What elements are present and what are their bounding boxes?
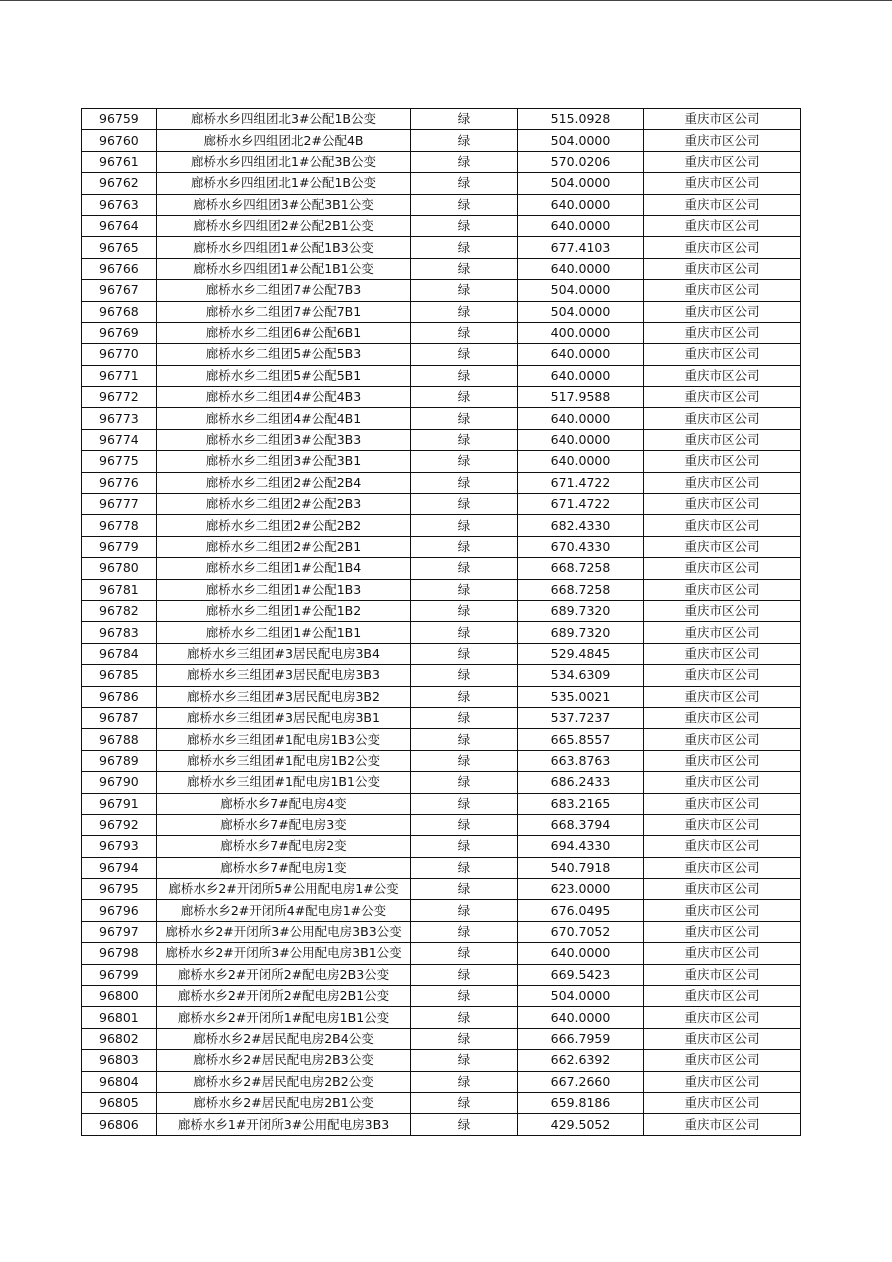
value-cell: 640.0000 bbox=[518, 194, 644, 215]
name-cell: 廊桥水乡二组团6#公配6B1 bbox=[157, 322, 411, 343]
id-cell: 96790 bbox=[82, 772, 157, 793]
company-cell: 重庆市区公司 bbox=[644, 772, 801, 793]
id-cell: 96775 bbox=[82, 451, 157, 472]
name-cell: 廊桥水乡四组团1#公配1B3公变 bbox=[157, 237, 411, 258]
id-cell: 96785 bbox=[82, 665, 157, 686]
table-row bbox=[82, 194, 801, 215]
name-cell: 廊桥水乡二组团3#公配3B1 bbox=[157, 451, 411, 472]
table-row bbox=[82, 258, 801, 279]
id-cell: 96806 bbox=[82, 1114, 157, 1135]
id-cell: 96805 bbox=[82, 1092, 157, 1113]
table-row bbox=[82, 686, 801, 707]
id-cell: 96764 bbox=[82, 215, 157, 236]
id-cell: 96774 bbox=[82, 429, 157, 450]
name-cell: 廊桥水乡7#配电房3变 bbox=[157, 814, 411, 835]
company-cell: 重庆市区公司 bbox=[644, 921, 801, 942]
name-cell: 廊桥水乡四组团2#公配2B1公变 bbox=[157, 215, 411, 236]
color-cell: 绿 bbox=[411, 579, 518, 600]
name-cell: 廊桥水乡四组团北1#公配3B公变 bbox=[157, 151, 411, 172]
table-row bbox=[82, 964, 801, 985]
table-row bbox=[82, 558, 801, 579]
company-cell: 重庆市区公司 bbox=[644, 643, 801, 664]
company-cell: 重庆市区公司 bbox=[644, 365, 801, 386]
value-cell: 640.0000 bbox=[518, 451, 644, 472]
table-row bbox=[82, 793, 801, 814]
company-cell: 重庆市区公司 bbox=[644, 600, 801, 621]
id-cell: 96786 bbox=[82, 686, 157, 707]
name-cell: 廊桥水乡2#开闭所5#公用配电房1#公变 bbox=[157, 879, 411, 900]
company-cell: 重庆市区公司 bbox=[644, 707, 801, 728]
id-cell: 96765 bbox=[82, 237, 157, 258]
name-cell: 廊桥水乡二组团7#公配7B3 bbox=[157, 280, 411, 301]
company-cell: 重庆市区公司 bbox=[644, 1114, 801, 1135]
table-row bbox=[82, 1071, 801, 1092]
color-cell: 绿 bbox=[411, 173, 518, 194]
id-cell: 96759 bbox=[82, 109, 157, 130]
table-row bbox=[82, 600, 801, 621]
color-cell: 绿 bbox=[411, 130, 518, 151]
name-cell: 廊桥水乡四组团北3#公配1B公变 bbox=[157, 109, 411, 130]
company-cell: 重庆市区公司 bbox=[644, 451, 801, 472]
value-cell: 640.0000 bbox=[518, 215, 644, 236]
name-cell: 廊桥水乡二组团2#公配2B1 bbox=[157, 536, 411, 557]
table-row bbox=[82, 921, 801, 942]
company-cell: 重庆市区公司 bbox=[644, 215, 801, 236]
value-cell: 429.5052 bbox=[518, 1114, 644, 1135]
company-cell: 重庆市区公司 bbox=[644, 900, 801, 921]
company-cell: 重庆市区公司 bbox=[644, 665, 801, 686]
table-row bbox=[82, 1092, 801, 1113]
id-cell: 96782 bbox=[82, 600, 157, 621]
value-cell: 504.0000 bbox=[518, 986, 644, 1007]
name-cell: 廊桥水乡三组团#3居民配电房3B4 bbox=[157, 643, 411, 664]
company-cell: 重庆市区公司 bbox=[644, 536, 801, 557]
company-cell: 重庆市区公司 bbox=[644, 1028, 801, 1049]
name-cell: 廊桥水乡二组团2#公配2B4 bbox=[157, 472, 411, 493]
value-cell: 640.0000 bbox=[518, 429, 644, 450]
table-row bbox=[82, 772, 801, 793]
table-row bbox=[82, 1050, 801, 1071]
id-cell: 96772 bbox=[82, 387, 157, 408]
value-cell: 668.7258 bbox=[518, 579, 644, 600]
company-cell: 重庆市区公司 bbox=[644, 943, 801, 964]
id-cell: 96792 bbox=[82, 814, 157, 835]
value-cell: 671.4722 bbox=[518, 472, 644, 493]
name-cell: 廊桥水乡四组团北1#公配1B公变 bbox=[157, 173, 411, 194]
value-cell: 534.6309 bbox=[518, 665, 644, 686]
color-cell: 绿 bbox=[411, 515, 518, 536]
value-cell: 689.7320 bbox=[518, 622, 644, 643]
name-cell: 廊桥水乡7#配电房1变 bbox=[157, 857, 411, 878]
company-cell: 重庆市区公司 bbox=[644, 686, 801, 707]
name-cell: 廊桥水乡三组团#3居民配电房3B1 bbox=[157, 707, 411, 728]
table-row bbox=[82, 322, 801, 343]
table-row bbox=[82, 1028, 801, 1049]
table-row bbox=[82, 1114, 801, 1135]
color-cell: 绿 bbox=[411, 964, 518, 985]
name-cell: 廊桥水乡二组团7#公配7B1 bbox=[157, 301, 411, 322]
company-cell: 重庆市区公司 bbox=[644, 237, 801, 258]
company-cell: 重庆市区公司 bbox=[644, 472, 801, 493]
table-row bbox=[82, 900, 801, 921]
table-row bbox=[82, 879, 801, 900]
id-cell: 96801 bbox=[82, 1007, 157, 1028]
company-cell: 重庆市区公司 bbox=[644, 515, 801, 536]
company-cell: 重庆市区公司 bbox=[644, 986, 801, 1007]
company-cell: 重庆市区公司 bbox=[644, 836, 801, 857]
table-row bbox=[82, 344, 801, 365]
table-row bbox=[82, 280, 801, 301]
id-cell: 96763 bbox=[82, 194, 157, 215]
name-cell: 廊桥水乡2#开闭所3#公用配电房3B3公变 bbox=[157, 921, 411, 942]
company-cell: 重庆市区公司 bbox=[644, 173, 801, 194]
color-cell: 绿 bbox=[411, 729, 518, 750]
value-cell: 683.2165 bbox=[518, 793, 644, 814]
table-row bbox=[82, 429, 801, 450]
table-body bbox=[82, 109, 801, 1136]
value-cell: 676.0495 bbox=[518, 900, 644, 921]
value-cell: 668.7258 bbox=[518, 558, 644, 579]
color-cell: 绿 bbox=[411, 643, 518, 664]
table-row bbox=[82, 814, 801, 835]
company-cell: 重庆市区公司 bbox=[644, 1050, 801, 1071]
name-cell: 廊桥水乡2#开闭所1#配电房1B1公变 bbox=[157, 1007, 411, 1028]
value-cell: 689.7320 bbox=[518, 600, 644, 621]
id-cell: 96799 bbox=[82, 964, 157, 985]
table-row bbox=[82, 472, 801, 493]
table-row bbox=[82, 365, 801, 386]
company-cell: 重庆市区公司 bbox=[644, 109, 801, 130]
color-cell: 绿 bbox=[411, 472, 518, 493]
color-cell: 绿 bbox=[411, 836, 518, 857]
color-cell: 绿 bbox=[411, 387, 518, 408]
color-cell: 绿 bbox=[411, 322, 518, 343]
table-row bbox=[82, 622, 801, 643]
name-cell: 廊桥水乡三组团#1配电房1B3公变 bbox=[157, 729, 411, 750]
color-cell: 绿 bbox=[411, 686, 518, 707]
id-cell: 96783 bbox=[82, 622, 157, 643]
color-cell: 绿 bbox=[411, 879, 518, 900]
id-cell: 96797 bbox=[82, 921, 157, 942]
table-row bbox=[82, 836, 801, 857]
table-row bbox=[82, 130, 801, 151]
id-cell: 96795 bbox=[82, 879, 157, 900]
color-cell: 绿 bbox=[411, 1071, 518, 1092]
value-cell: 640.0000 bbox=[518, 943, 644, 964]
name-cell: 廊桥水乡7#配电房2变 bbox=[157, 836, 411, 857]
color-cell: 绿 bbox=[411, 494, 518, 515]
name-cell: 廊桥水乡2#开闭所3#公用配电房3B1公变 bbox=[157, 943, 411, 964]
table-row bbox=[82, 1007, 801, 1028]
table-row bbox=[82, 707, 801, 728]
name-cell: 廊桥水乡7#配电房4变 bbox=[157, 793, 411, 814]
value-cell: 682.4330 bbox=[518, 515, 644, 536]
color-cell: 绿 bbox=[411, 1028, 518, 1049]
table-row bbox=[82, 750, 801, 771]
name-cell: 廊桥水乡二组团2#公配2B2 bbox=[157, 515, 411, 536]
id-cell: 96802 bbox=[82, 1028, 157, 1049]
name-cell: 廊桥水乡三组团#1配电房1B2公变 bbox=[157, 750, 411, 771]
color-cell: 绿 bbox=[411, 451, 518, 472]
table-row bbox=[82, 515, 801, 536]
company-cell: 重庆市区公司 bbox=[644, 408, 801, 429]
value-cell: 570.0206 bbox=[518, 151, 644, 172]
value-cell: 640.0000 bbox=[518, 408, 644, 429]
name-cell: 廊桥水乡二组团2#公配2B3 bbox=[157, 494, 411, 515]
id-cell: 96778 bbox=[82, 515, 157, 536]
table-row bbox=[82, 579, 801, 600]
table-row bbox=[82, 301, 801, 322]
name-cell: 廊桥水乡四组团北2#公配4B bbox=[157, 130, 411, 151]
table-row bbox=[82, 151, 801, 172]
name-cell: 廊桥水乡2#居民配电房2B2公变 bbox=[157, 1071, 411, 1092]
id-cell: 96800 bbox=[82, 986, 157, 1007]
color-cell: 绿 bbox=[411, 943, 518, 964]
color-cell: 绿 bbox=[411, 622, 518, 643]
company-cell: 重庆市区公司 bbox=[644, 579, 801, 600]
id-cell: 96769 bbox=[82, 322, 157, 343]
id-cell: 96768 bbox=[82, 301, 157, 322]
name-cell: 廊桥水乡2#居民配电房2B4公变 bbox=[157, 1028, 411, 1049]
id-cell: 96787 bbox=[82, 707, 157, 728]
value-cell: 504.0000 bbox=[518, 301, 644, 322]
id-cell: 96784 bbox=[82, 643, 157, 664]
id-cell: 96803 bbox=[82, 1050, 157, 1071]
value-cell: 667.2660 bbox=[518, 1071, 644, 1092]
color-cell: 绿 bbox=[411, 194, 518, 215]
value-cell: 659.8186 bbox=[518, 1092, 644, 1113]
color-cell: 绿 bbox=[411, 536, 518, 557]
color-cell: 绿 bbox=[411, 109, 518, 130]
table-row bbox=[82, 237, 801, 258]
name-cell: 廊桥水乡二组团5#公配5B1 bbox=[157, 365, 411, 386]
value-cell: 671.4722 bbox=[518, 494, 644, 515]
name-cell: 廊桥水乡二组团5#公配5B3 bbox=[157, 344, 411, 365]
company-cell: 重庆市区公司 bbox=[644, 857, 801, 878]
company-cell: 重庆市区公司 bbox=[644, 151, 801, 172]
color-cell: 绿 bbox=[411, 750, 518, 771]
value-cell: 400.0000 bbox=[518, 322, 644, 343]
company-cell: 重庆市区公司 bbox=[644, 301, 801, 322]
table-row bbox=[82, 943, 801, 964]
company-cell: 重庆市区公司 bbox=[644, 194, 801, 215]
id-cell: 96762 bbox=[82, 173, 157, 194]
value-cell: 640.0000 bbox=[518, 1007, 644, 1028]
value-cell: 668.3794 bbox=[518, 814, 644, 835]
id-cell: 96761 bbox=[82, 151, 157, 172]
company-cell: 重庆市区公司 bbox=[644, 964, 801, 985]
table-row bbox=[82, 536, 801, 557]
id-cell: 96796 bbox=[82, 900, 157, 921]
color-cell: 绿 bbox=[411, 921, 518, 942]
id-cell: 96798 bbox=[82, 943, 157, 964]
company-cell: 重庆市区公司 bbox=[644, 1007, 801, 1028]
company-cell: 重庆市区公司 bbox=[644, 750, 801, 771]
company-cell: 重庆市区公司 bbox=[644, 130, 801, 151]
value-cell: 537.7237 bbox=[518, 707, 644, 728]
value-cell: 663.8763 bbox=[518, 750, 644, 771]
company-cell: 重庆市区公司 bbox=[644, 558, 801, 579]
company-cell: 重庆市区公司 bbox=[644, 387, 801, 408]
id-cell: 96767 bbox=[82, 280, 157, 301]
table-row bbox=[82, 729, 801, 750]
value-cell: 515.0928 bbox=[518, 109, 644, 130]
value-cell: 677.4103 bbox=[518, 237, 644, 258]
value-cell: 662.6392 bbox=[518, 1050, 644, 1071]
value-cell: 670.7052 bbox=[518, 921, 644, 942]
value-cell: 504.0000 bbox=[518, 130, 644, 151]
value-cell: 669.5423 bbox=[518, 964, 644, 985]
table-row bbox=[82, 857, 801, 878]
color-cell: 绿 bbox=[411, 408, 518, 429]
color-cell: 绿 bbox=[411, 558, 518, 579]
color-cell: 绿 bbox=[411, 365, 518, 386]
name-cell: 廊桥水乡二组团4#公配4B1 bbox=[157, 408, 411, 429]
value-cell: 686.2433 bbox=[518, 772, 644, 793]
value-cell: 540.7918 bbox=[518, 857, 644, 878]
table-row bbox=[82, 665, 801, 686]
company-cell: 重庆市区公司 bbox=[644, 344, 801, 365]
color-cell: 绿 bbox=[411, 258, 518, 279]
color-cell: 绿 bbox=[411, 600, 518, 621]
name-cell: 廊桥水乡二组团1#公配1B3 bbox=[157, 579, 411, 600]
id-cell: 96779 bbox=[82, 536, 157, 557]
table-row bbox=[82, 173, 801, 194]
value-cell: 670.4330 bbox=[518, 536, 644, 557]
data-table bbox=[81, 108, 801, 1136]
id-cell: 96793 bbox=[82, 836, 157, 857]
id-cell: 96770 bbox=[82, 344, 157, 365]
value-cell: 504.0000 bbox=[518, 173, 644, 194]
table-row bbox=[82, 387, 801, 408]
color-cell: 绿 bbox=[411, 772, 518, 793]
company-cell: 重庆市区公司 bbox=[644, 258, 801, 279]
table-row bbox=[82, 643, 801, 664]
name-cell: 廊桥水乡二组团1#公配1B1 bbox=[157, 622, 411, 643]
name-cell: 廊桥水乡2#开闭所2#配电房2B1公变 bbox=[157, 986, 411, 1007]
value-cell: 529.4845 bbox=[518, 643, 644, 664]
name-cell: 廊桥水乡三组团#1配电房1B1公变 bbox=[157, 772, 411, 793]
page-top-border bbox=[0, 0, 892, 1]
color-cell: 绿 bbox=[411, 151, 518, 172]
color-cell: 绿 bbox=[411, 215, 518, 236]
value-cell: 517.9588 bbox=[518, 387, 644, 408]
name-cell: 廊桥水乡三组团#3居民配电房3B2 bbox=[157, 686, 411, 707]
company-cell: 重庆市区公司 bbox=[644, 814, 801, 835]
id-cell: 96794 bbox=[82, 857, 157, 878]
table-row bbox=[82, 109, 801, 130]
id-cell: 96773 bbox=[82, 408, 157, 429]
color-cell: 绿 bbox=[411, 280, 518, 301]
color-cell: 绿 bbox=[411, 429, 518, 450]
id-cell: 96788 bbox=[82, 729, 157, 750]
value-cell: 504.0000 bbox=[518, 280, 644, 301]
color-cell: 绿 bbox=[411, 1092, 518, 1113]
table-row bbox=[82, 494, 801, 515]
company-cell: 重庆市区公司 bbox=[644, 322, 801, 343]
color-cell: 绿 bbox=[411, 857, 518, 878]
company-cell: 重庆市区公司 bbox=[644, 494, 801, 515]
color-cell: 绿 bbox=[411, 900, 518, 921]
table-row bbox=[82, 451, 801, 472]
name-cell: 廊桥水乡二组团1#公配1B4 bbox=[157, 558, 411, 579]
table-row bbox=[82, 986, 801, 1007]
table-row bbox=[82, 215, 801, 236]
table-row bbox=[82, 408, 801, 429]
name-cell: 廊桥水乡二组团4#公配4B3 bbox=[157, 387, 411, 408]
name-cell: 廊桥水乡四组团3#公配3B1公变 bbox=[157, 194, 411, 215]
company-cell: 重庆市区公司 bbox=[644, 429, 801, 450]
color-cell: 绿 bbox=[411, 1114, 518, 1135]
company-cell: 重庆市区公司 bbox=[644, 729, 801, 750]
name-cell: 廊桥水乡四组团1#公配1B1公变 bbox=[157, 258, 411, 279]
color-cell: 绿 bbox=[411, 814, 518, 835]
id-cell: 96804 bbox=[82, 1071, 157, 1092]
id-cell: 96760 bbox=[82, 130, 157, 151]
name-cell: 廊桥水乡1#开闭所3#公用配电房3B3 bbox=[157, 1114, 411, 1135]
name-cell: 廊桥水乡2#开闭所2#配电房2B3公变 bbox=[157, 964, 411, 985]
company-cell: 重庆市区公司 bbox=[644, 793, 801, 814]
value-cell: 640.0000 bbox=[518, 344, 644, 365]
name-cell: 廊桥水乡二组团1#公配1B2 bbox=[157, 600, 411, 621]
value-cell: 666.7959 bbox=[518, 1028, 644, 1049]
company-cell: 重庆市区公司 bbox=[644, 879, 801, 900]
color-cell: 绿 bbox=[411, 1050, 518, 1071]
value-cell: 623.0000 bbox=[518, 879, 644, 900]
id-cell: 96771 bbox=[82, 365, 157, 386]
color-cell: 绿 bbox=[411, 793, 518, 814]
name-cell: 廊桥水乡2#开闭所4#配电房1#公变 bbox=[157, 900, 411, 921]
name-cell: 廊桥水乡2#居民配电房2B1公变 bbox=[157, 1092, 411, 1113]
value-cell: 665.8557 bbox=[518, 729, 644, 750]
color-cell: 绿 bbox=[411, 301, 518, 322]
id-cell: 96777 bbox=[82, 494, 157, 515]
company-cell: 重庆市区公司 bbox=[644, 280, 801, 301]
name-cell: 廊桥水乡二组团3#公配3B3 bbox=[157, 429, 411, 450]
id-cell: 96776 bbox=[82, 472, 157, 493]
color-cell: 绿 bbox=[411, 1007, 518, 1028]
value-cell: 535.0021 bbox=[518, 686, 644, 707]
id-cell: 96789 bbox=[82, 750, 157, 771]
color-cell: 绿 bbox=[411, 707, 518, 728]
name-cell: 廊桥水乡三组团#3居民配电房3B3 bbox=[157, 665, 411, 686]
value-cell: 694.4330 bbox=[518, 836, 644, 857]
color-cell: 绿 bbox=[411, 665, 518, 686]
value-cell: 640.0000 bbox=[518, 365, 644, 386]
company-cell: 重庆市区公司 bbox=[644, 1071, 801, 1092]
color-cell: 绿 bbox=[411, 237, 518, 258]
id-cell: 96791 bbox=[82, 793, 157, 814]
id-cell: 96781 bbox=[82, 579, 157, 600]
company-cell: 重庆市区公司 bbox=[644, 622, 801, 643]
id-cell: 96780 bbox=[82, 558, 157, 579]
id-cell: 96766 bbox=[82, 258, 157, 279]
color-cell: 绿 bbox=[411, 344, 518, 365]
company-cell: 重庆市区公司 bbox=[644, 1092, 801, 1113]
value-cell: 640.0000 bbox=[518, 258, 644, 279]
name-cell: 廊桥水乡2#居民配电房2B3公变 bbox=[157, 1050, 411, 1071]
color-cell: 绿 bbox=[411, 986, 518, 1007]
